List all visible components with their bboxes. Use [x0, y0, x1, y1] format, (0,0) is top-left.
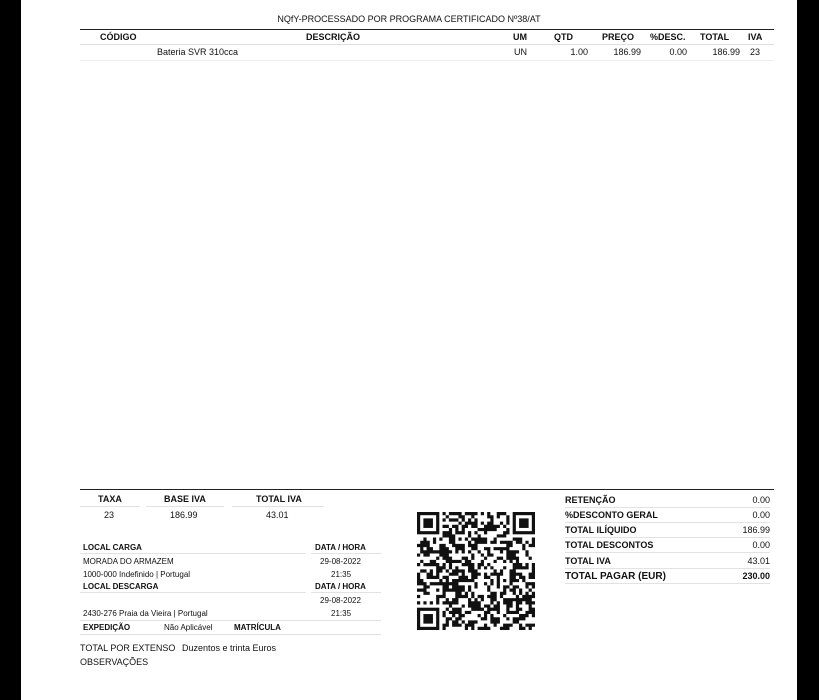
- row-qtd: 1.00: [570, 47, 588, 57]
- row-desc: 0.00: [669, 47, 687, 57]
- totals-label: TOTAL ILÍQUIDO: [565, 525, 637, 535]
- totals-label: TOTAL PAGAR (EUR): [565, 571, 666, 582]
- matricula-label: MATRÍCULA: [234, 623, 281, 632]
- totals-value: 186.99: [742, 525, 770, 535]
- items-table-header: [80, 29, 774, 45]
- extenso-value: Duzentos e trinta Euros: [182, 643, 277, 653]
- row-descricao: Bateria SVR 310cca: [157, 47, 239, 57]
- descarga-time: 21:35: [331, 609, 352, 618]
- row-total: 186.99: [712, 47, 740, 57]
- totals-row: [565, 524, 770, 538]
- data-hora-label-2: DATA / HORA: [315, 582, 366, 591]
- totals-value: 0.00: [752, 510, 770, 520]
- col-um: UM: [513, 32, 527, 42]
- tax-header-base: BASE IVA: [164, 494, 206, 504]
- totals-row: [565, 509, 770, 523]
- tax-header-taxa: TAXA: [98, 494, 122, 504]
- local-carga-line2: 1000-000 Indefinido | Portugal: [83, 570, 191, 579]
- local-descarga-line: 2430-276 Praia da Vieira | Portugal: [83, 609, 208, 618]
- row-um: UN: [514, 47, 527, 57]
- col-descricao: DESCRIÇÃO: [306, 32, 361, 42]
- observacoes-label: OBSERVAÇÕES: [80, 657, 149, 667]
- local-carga-line1: MORADA DO ARMAZEM: [83, 557, 174, 566]
- row-iva: 23: [750, 47, 761, 57]
- tax-header-total: TOTAL IVA: [256, 494, 302, 504]
- tax-row-taxa: 23: [104, 510, 115, 520]
- extenso-label: TOTAL POR EXTENSO: [80, 643, 176, 653]
- totals-label: TOTAL IVA: [565, 556, 611, 566]
- local-descarga-label: LOCAL DESCARGA: [83, 582, 159, 591]
- totals-label: TOTAL DESCONTOS: [565, 540, 654, 550]
- totals-label: RETENÇÃO: [565, 495, 616, 505]
- certification-title: NQfY-PROCESSADO POR PROGRAMA CERTIFICADO Nº38/AT: [277, 14, 541, 24]
- data-hora-label: DATA / HORA: [315, 543, 366, 552]
- col-desc: %DESC.: [650, 32, 686, 42]
- section-divider: [80, 489, 774, 490]
- col-total: TOTAL: [700, 32, 730, 42]
- tax-row-total: 43.01: [266, 510, 289, 520]
- qr-code-icon: [417, 512, 535, 630]
- col-qtd: QTD: [554, 32, 573, 42]
- row-preco: 186.99: [613, 47, 641, 57]
- totals-value: 0.00: [752, 540, 770, 550]
- totals-value: 230.00: [742, 571, 770, 581]
- totals-value: 43.01: [747, 556, 770, 566]
- invoice-page: [21, 0, 797, 700]
- col-preco: PREÇO: [602, 32, 635, 42]
- carga-date: 29-08-2022: [320, 557, 361, 566]
- descarga-date: 29-08-2022: [320, 596, 361, 605]
- totals-row: [565, 570, 770, 584]
- col-iva: IVA: [748, 32, 763, 42]
- totals-label: %DESCONTO GERAL: [565, 510, 658, 520]
- totals-row: [565, 494, 770, 508]
- local-carga-label: LOCAL CARGA: [83, 543, 142, 552]
- totals-value: 0.00: [752, 495, 770, 505]
- tax-row-base: 186.99: [170, 510, 198, 520]
- expedicao-label: EXPEDIÇÃO: [83, 623, 131, 632]
- totals-row: [565, 539, 770, 553]
- col-codigo: CÓDIGO: [100, 32, 137, 42]
- table-row: [80, 45, 774, 61]
- expedicao-value: Não Aplicável: [164, 623, 213, 632]
- carga-time: 21:35: [331, 570, 352, 579]
- totals-row: [565, 555, 770, 569]
